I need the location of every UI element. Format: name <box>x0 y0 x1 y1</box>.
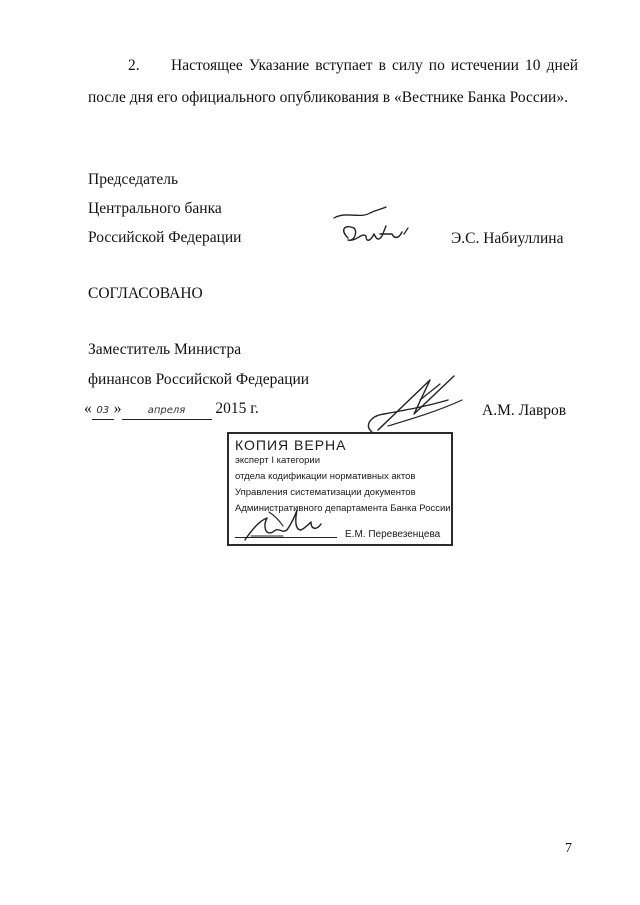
stamp-line-1: эксперт I категории <box>235 455 321 466</box>
paragraph-line-1: Настоящее Указание вступает в силу по истечении 10 дней <box>171 57 578 74</box>
date-year: 2015 г. <box>215 400 259 417</box>
date-day: 03 <box>92 401 114 421</box>
date-open-quote: « <box>84 400 92 417</box>
stamp-title: КОПИЯ ВЕРНА <box>235 437 347 453</box>
paragraph-line-2: после дня его официального опубликования в «Вестнике Банка России». <box>88 89 568 106</box>
stamp-signature <box>239 506 335 546</box>
deputy-signature <box>358 370 470 438</box>
stamp-line-4: Административного департамента Банка России <box>235 503 451 514</box>
copy-certified-stamp <box>227 432 453 546</box>
agreed-label: СОГЛАСОВАНО <box>88 285 203 302</box>
date-close-quote: » <box>113 400 122 417</box>
date-month: апреля <box>122 401 212 421</box>
page-number: 7 <box>565 841 572 856</box>
approval-date <box>84 399 259 421</box>
stamp-name: Е.М. Перевезенцева <box>345 529 441 540</box>
chairman-name: Э.С. Набиуллина <box>451 230 564 247</box>
stamp-line-3: Управления систематизации документов <box>235 487 416 498</box>
deputy-title-line-2: финансов Российской Федерации <box>88 371 310 388</box>
deputy-title-line-1: Заместитель Министра <box>88 341 242 358</box>
deputy-name: А.М. Лавров <box>482 402 567 419</box>
paragraph-number: 2. <box>128 57 140 74</box>
chairman-title-line-2: Центрального банка <box>88 200 222 217</box>
chairman-title-line-3: Российской Федерации <box>88 229 242 246</box>
chairman-signature <box>320 198 420 258</box>
stamp-line-2: отдела кодификации нормативных актов <box>235 471 416 482</box>
chairman-title-line-1: Председатель <box>88 171 179 188</box>
